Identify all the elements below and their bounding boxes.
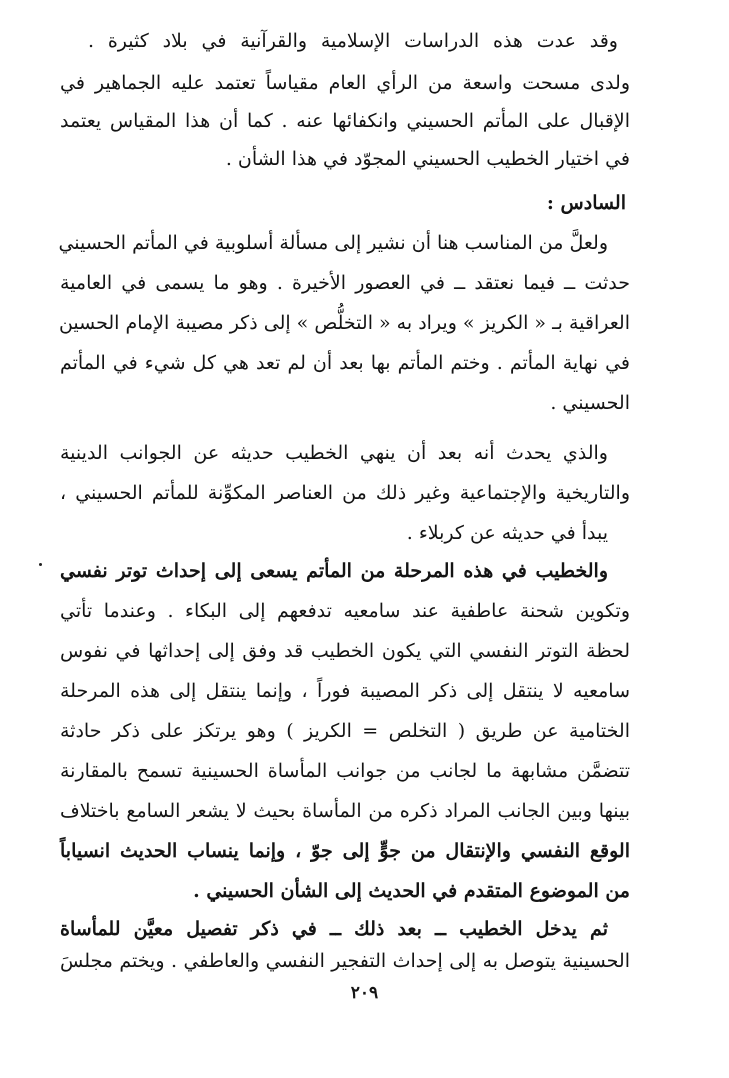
text-line-3: الإقبال على المأتم الحسيني وانكفائها عنه . كما أن هذا المقياس يعتمد: [60, 110, 630, 132]
text-line-16: لحظة التوتر النفسي التي يكون الخطيب قد وفق إلى إحداثها في نفوس: [60, 640, 630, 662]
text-line-8: العراقية بـ « الكريز » ويراد به « التخلُّص » إلى ذكر مصيبة الإمام الحسين: [58, 312, 630, 334]
page-text: [60, 0, 630, 1078]
text-line-13: يبدأ في حديثه عن كربلاء .: [406, 522, 608, 544]
text-line-2: ولدى مسحت واسعة من الرأي العام مقياساً تعتمد عليه الجماهير في: [60, 72, 630, 94]
text-line-18: الختامية عن طريق ( التخلص = الكريز ) وهو يرتكز على ذكر حادثة: [60, 720, 630, 742]
text-line-9: في نهاية المأتم . وختم المأتم بها بعد أن لم تعد هي كل شيء في المأتم: [60, 352, 630, 374]
section-heading-sixth: السادس :: [546, 192, 626, 214]
text-line-17: سامعيه لا ينتقل إلى ذكر المصيبة فوراً ، وإنما ينتقل إلى هذه المرحلة: [60, 680, 630, 702]
text-line-11: والذي يحدث أنه بعد أن ينهي الخطيب حديثه عن الجوانب الدينية: [60, 442, 608, 464]
text-line-7: حدثت ــ فيما نعتقد ــ في العصور الأخيرة . وهو ما يسمى في العامية: [60, 272, 630, 294]
text-line-23: ثم يدخل الخطيب ــ بعد ذلك ــ في ذكر تفصيل معيَّن للمأساة: [60, 918, 608, 940]
text-line-4: في اختيار الخطيب الحسيني المجوّد في هذا الشأن .: [225, 148, 630, 170]
text-line-24: الحسينية يتوصل به إلى إحداث التفجير النفسي والعاطفي . ويختم مجلسَ: [60, 950, 630, 972]
text-line-10: الحسيني .: [550, 392, 630, 414]
text-line-20: بينها وبين الجانب المراد ذكره من المأساة بحيث لا يشعر السامع باختلاف: [60, 800, 630, 822]
text-line-14: والخطيب في هذه المرحلة من المأتم يسعى إلى إحداث توتر نفسي: [60, 560, 608, 582]
text-line-15: وتكوين شحنة عاطفية عند سامعيه تدفعهم إلى البكاء . وعندما تأتي: [60, 600, 630, 622]
text-line-6: ولعلَّ من المناسب هنا أن نشير إلى مسألة أسلوبية في المأتم الحسيني: [58, 232, 608, 254]
stray-mark: [39, 563, 42, 566]
text-line-12: والتاريخية والإجتماعية وغير ذلك من العناصر المكوِّنة للمأتم الحسيني ،: [60, 482, 630, 504]
text-line-19: تتضمَّن مشابهة ما لجانب من جوانب المأساة الحسينية تسمح بالمقارنة: [60, 760, 630, 782]
page-number: ٢٠٩: [350, 983, 379, 1003]
text-line-1: وقد عدت هذه الدراسات الإسلامية والقرآنية في بلاد كثيرة .: [88, 30, 618, 52]
text-line-22: من الموضوع المتقدم في الحديث إلى الشأن الحسيني .: [193, 880, 630, 902]
text-line-21: الوقع النفسي والإنتقال من جوٍّ إلى جوّ ، وإنما ينساب الحديث انسياباً: [60, 840, 630, 862]
